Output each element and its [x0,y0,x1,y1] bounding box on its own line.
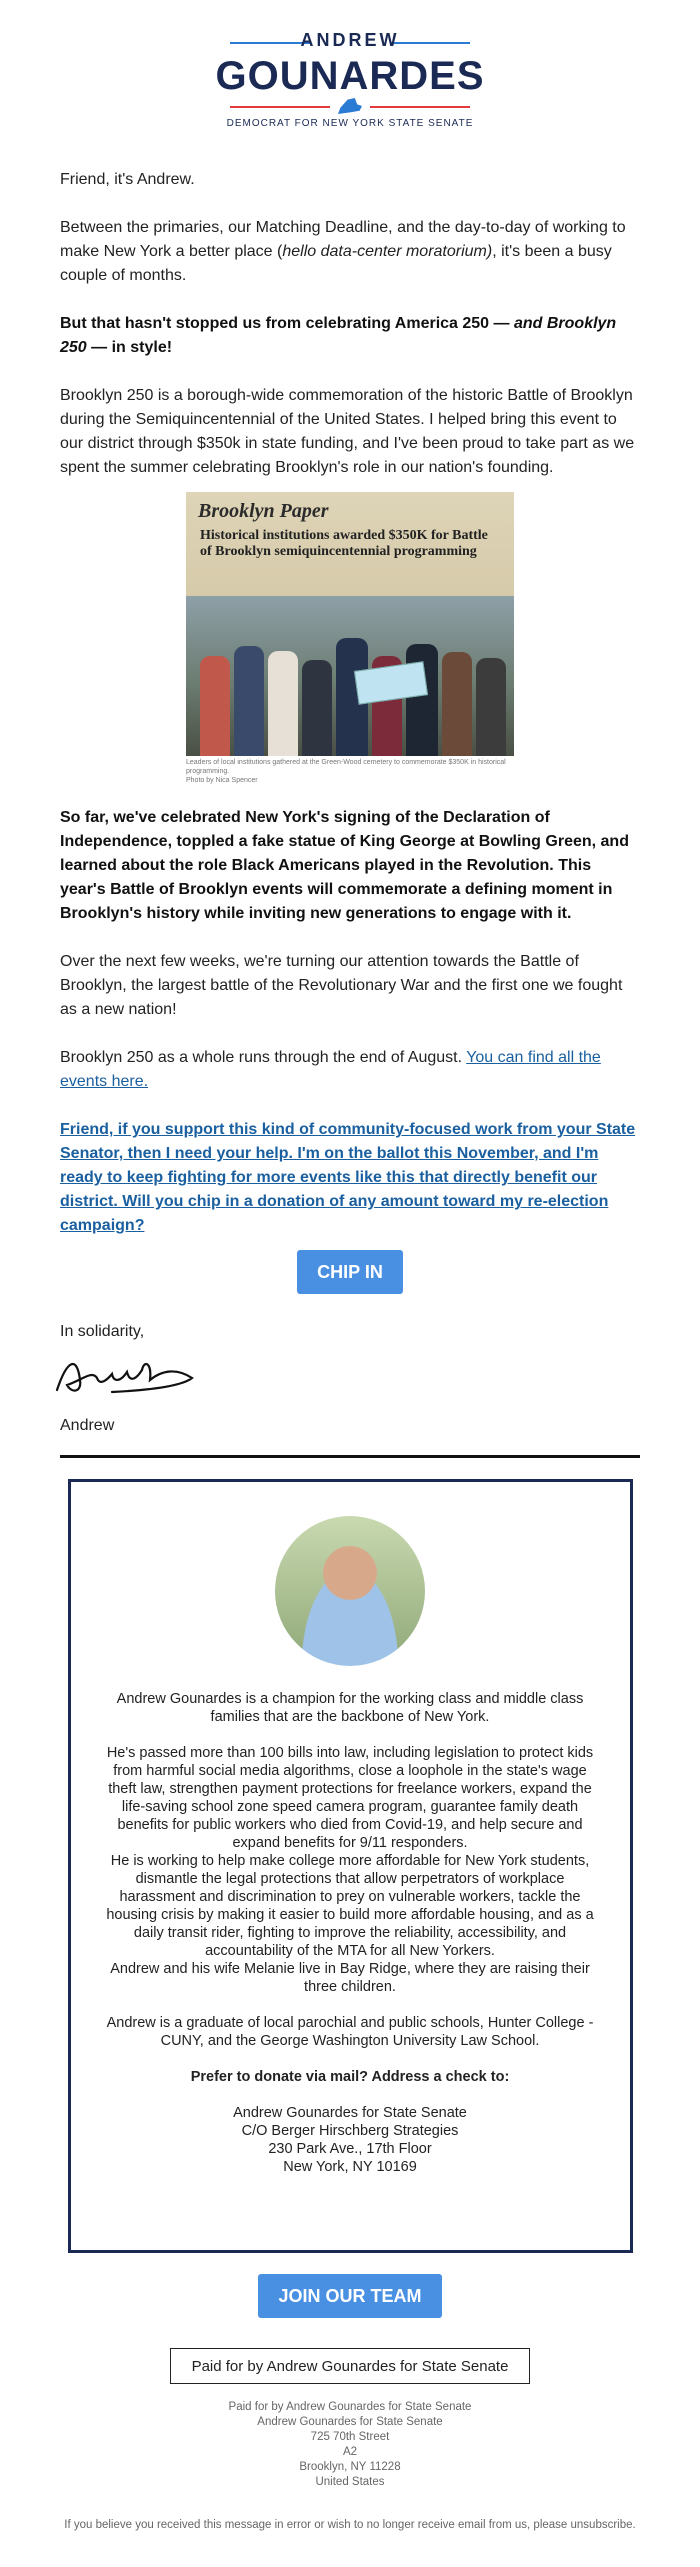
photo-credit: Photo by Nica Spencer [186,777,258,784]
footer-address-line: Paid for by Andrew Gounardes for State Senate [228,2401,472,2413]
mail-address-line: 230 Park Ave., 17th Floor [268,2141,432,2157]
chip-in-button[interactable]: CHIP IN [297,1250,403,1294]
photo-person [476,658,506,756]
logo-line-red-right [370,106,470,108]
paragraph-6-text: Brooklyn 250 as a whole runs through the end of August. [60,1049,467,1066]
paragraph-7 [60,1118,640,1238]
footer-address-line: Andrew Gounardes for State Senate [257,2416,443,2428]
photo-scene [186,596,514,756]
paragraph-6 [60,1046,640,1094]
mail-address-line: Andrew Gounardes for State Senate [233,2105,467,2121]
photo-person [234,646,264,756]
events-link[interactable]: You can find all the events here. [60,1049,601,1090]
photo-person [200,656,230,756]
paragraph-1 [60,216,640,288]
logo-last-name: GOUNARDES [215,54,485,98]
greeting: Friend, it's Andrew. [60,171,195,188]
logo-subtitle: DEMOCRAT FOR NEW YORK STATE SENATE [226,118,474,129]
mail-address-line: New York, NY 10169 [283,2159,417,2175]
bio-paragraph-5: Andrew is a graduate of local parochial and public schools, Hunter College - CUNY, and the George Washington University Law School. [106,2015,594,2049]
signature-image [52,1350,202,1400]
paragraph-1-text-a: Between the primaries, our Matching Deadline, and the day-to-day of working to make New York a better place ( [60,219,626,260]
join-our-team-button[interactable]: JOIN OUR TEAM [258,2274,442,2318]
footer-address [0,2400,700,2490]
footer-address-line: United States [315,2476,385,2488]
logo-first-name: ANDREW [300,30,400,50]
new-york-state-icon [338,98,362,114]
paragraph-5: Over the next few weeks, we're turning our attention towards the Battle of Brooklyn, the largest battle of the Revolutionary War and the first one we fought as a new nation! [60,953,623,1018]
mail-address [100,2104,600,2176]
bio-paragraph-2: He's passed more than 100 bills into law, including legislation to protect kids from harmful social media algorithms, close a loophole in the state's wage theft law, strengthen payment protections for freelance workers, expand the life-saving school zone speed camera program, guarantee family death benefits for public workers who died from Covid-19, and help secure and expand benefits for 9/11 responders. [106,1745,594,1851]
donate-appeal-link[interactable]: Friend, if you support this kind of community-focused work from your State Senator, then I need your help. I'm on the ballot this November, and I'm ready to keep fighting for more events like this that directly benefit our district. Will you chip in a donation of any amount toward my re-election campaign? [60,1121,636,1234]
bio-paragraph-1: Andrew Gounardes is a champion for the working class and middle class families that are the backbone of New York. [116,1691,584,1725]
paragraph-2-text-a: But that hasn't stopped us from celebrating America 250 — [60,315,514,332]
photo-person [442,652,472,756]
photo-caption [186,758,514,785]
paragraph-2-italic: and Brooklyn 250 [60,315,617,356]
photo-person [268,651,298,756]
paragraph-4: So far, we've celebrated New York's signing of the Declaration of Independence, toppled a fake statue of King George at Bowling Green, and learned about the role Black Americans played in the Revolution. This year's Battle of Brooklyn events will commemorate a defining moment in Brooklyn's history while inviting new generations to engage with it. [60,809,629,922]
photo-person [302,660,332,756]
mail-address-line: C/O Berger Hirschberg Strategies [241,2123,459,2139]
photo-masthead: Brooklyn Paper [198,500,329,522]
mail-donation-heading: Prefer to donate via mail? Address a check to: [190,2069,510,2085]
candidate-avatar [275,1516,425,1666]
news-clipping-photo [186,492,514,756]
unsubscribe-notice[interactable]: If you believe you received this message in error or wish to no longer receive email from us, please unsubscribe. [64,2519,636,2531]
paid-for-disclaimer: Paid for by Andrew Gounardes for State Senate [170,2348,530,2384]
footer-address-line: A2 [342,2446,358,2458]
photo-caption-text: Leaders of local institutions gathered at the Green-Wood cemetery to commemorate $350K in historical programming. [186,759,506,775]
bio-paragraph-4: Andrew and his wife Melanie live in Bay Ridge, where they are raising their three children. [110,1961,590,1995]
footer-address-line: 725 70th Street [310,2431,390,2443]
section-divider [60,1455,640,1458]
paragraph-1-text-b: , it's been a busy couple of months. [60,243,612,284]
paragraph-1-italic: hello data-center moratorium) [282,243,493,260]
bio-paragraph-3: He is working to help make college more affordable for New York students, dismantle the legal protections that allow perpetrators of workplace harassment and discrimination to prey on vulnerable workers, tackle the housing crisis by making it easier to build more affordable housing, and as a daily transit rider, fighting to improve the reliability, accessibility, and accountability of the MTA for all New Yorkers. [106,1853,594,1959]
footer-address-line: Brooklyn, NY 11228 [299,2461,401,2473]
paragraph-2 [60,312,640,360]
photo-headline: Historical institutions awarded $350K for Battle of Brooklyn semiquincentennial programming [200,528,488,559]
paragraph-2-text-b: — in style! [86,339,173,356]
paragraph-3: Brooklyn 250 is a borough-wide commemoration of the historic Battle of Brooklyn during the Semiquincentennial of the United States. I helped bring this event to our district through $350k in state funding, and I've been proud to take part as we spent the summer celebrating Brooklyn's role in our nation's founding. [60,387,635,476]
signoff: Andrew [60,1417,115,1434]
closing: In solidarity, [60,1323,145,1340]
logo-line-red-left [230,106,330,108]
header-logo [0,0,700,140]
